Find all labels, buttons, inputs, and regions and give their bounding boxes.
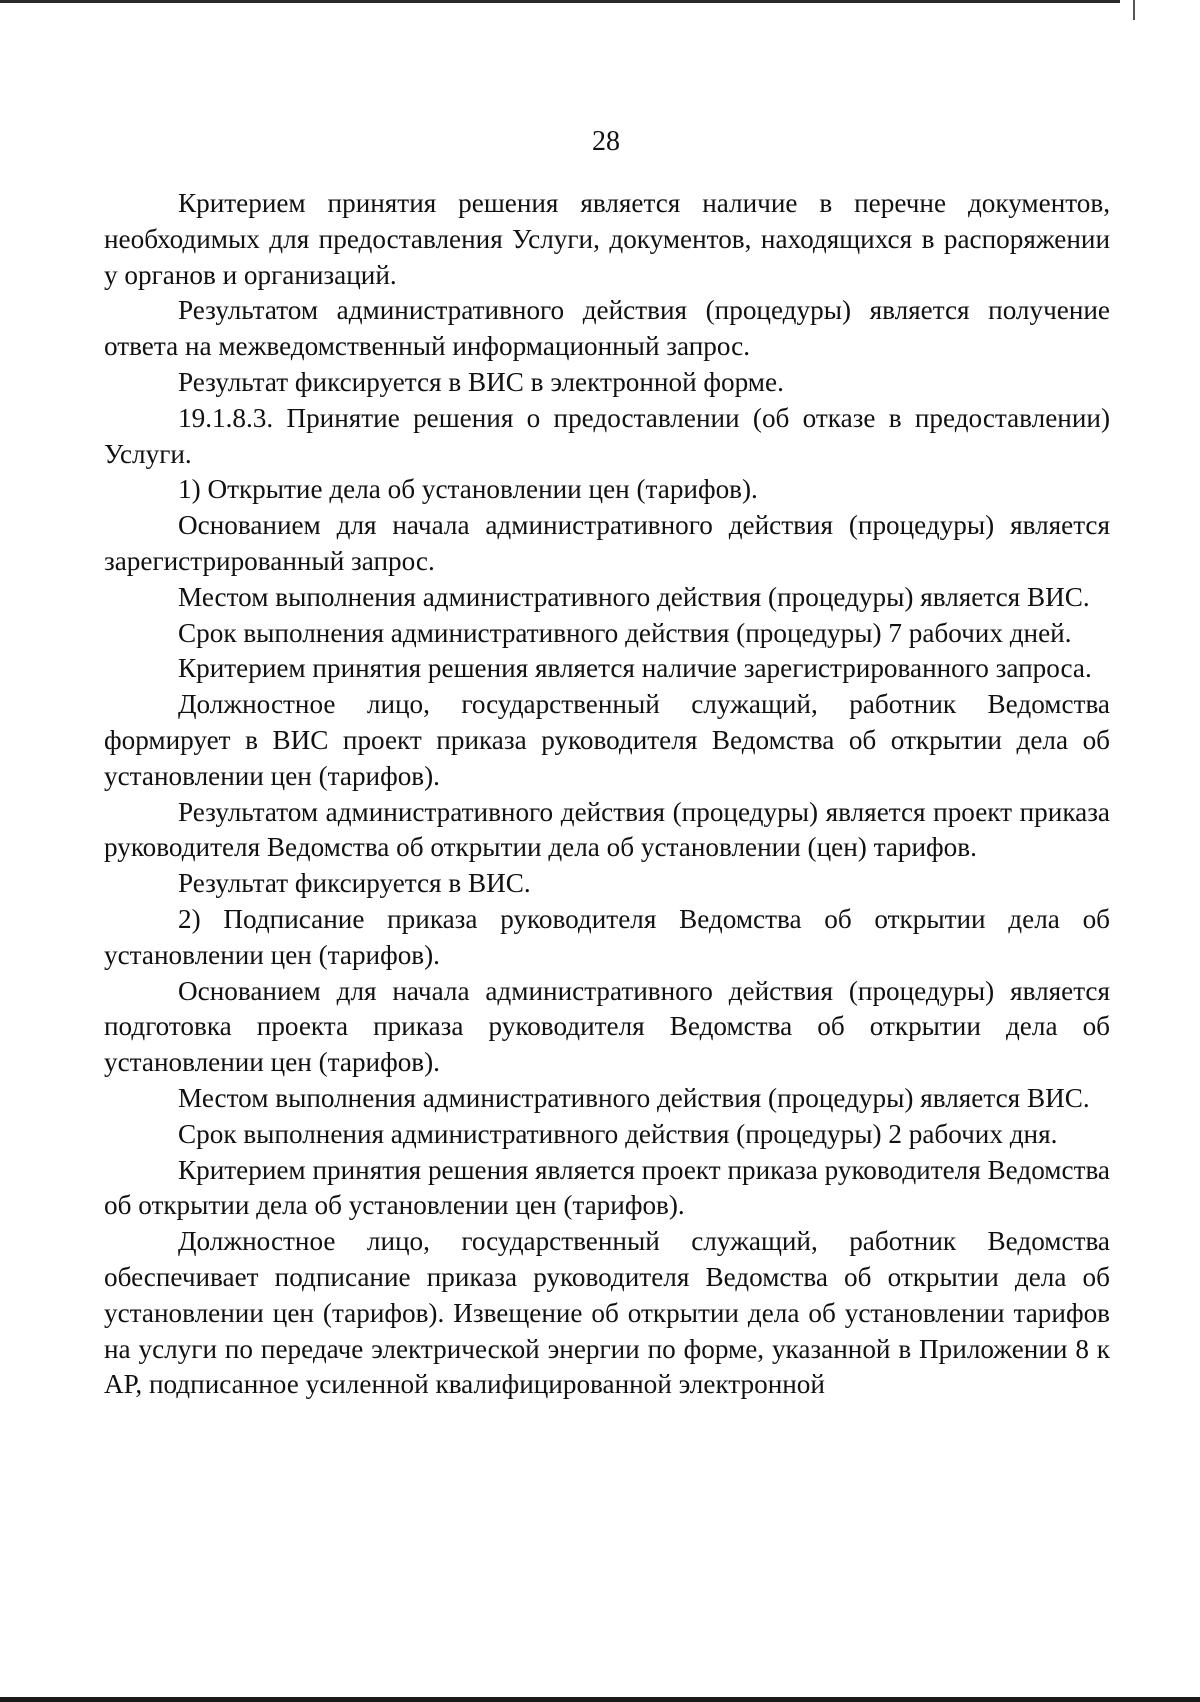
paragraph: 2) Подписание приказа руководителя Ведомства об открытии дела об установлении цен (тарифов).	[104, 903, 1110, 970]
paragraph: Основанием для начала административного действия (процедуры) является зарегистрированный запрос.	[104, 510, 1110, 576]
paragraph: Критерием принятия решения является наличие зарегистрированного запроса.	[178, 653, 1092, 684]
paragraph: Должностное лицо, государственный служащий, работник Ведомства формирует в ВИС проект приказа руководителя Ведомства об открытии дела об установлении цен (тарифов).	[104, 689, 1110, 791]
paragraph: Основанием для начала административного действия (процедуры) является подготовка проекта приказа руководителя Ведомства об открытии дела об установлении цен (тарифов).	[104, 975, 1110, 1078]
paragraph: Результат фиксируется в ВИС в электронной форме.	[178, 366, 784, 397]
paragraph: 19.1.8.3. Принятие решения о предоставлении (об отказе в предоставлении) Услуги.	[104, 402, 1110, 469]
paragraph: Результатом административного действия (процедуры) является получение ответа на межведомственный информационный запрос.	[104, 295, 1110, 362]
paragraph: Должностное лицо, государственный служащий, работник Ведомства обеспечивает подписание приказа руководителя Ведомства об открытии дела об установлении цен (тарифов). Извещение об открытии дела об установлении тарифов на услуги по передаче электрической энергии по форме, указанной в Приложении 8 к АР, подписанное усиленной квалифицированной электронной	[104, 1226, 1110, 1400]
paragraph: Срок выполнения административного действия (процедуры) 2 рабочих дня.	[178, 1118, 1058, 1149]
paragraph: Местом выполнения административного действия (процедуры) является ВИС.	[178, 1082, 1090, 1113]
paragraph: Результатом административного действия (процедуры) является проект приказа руководителя Ведомства об открытии дела об установлении (цен) тарифов.	[104, 796, 1110, 863]
paragraph: Местом выполнения административного действия (процедуры) является ВИС.	[178, 581, 1090, 612]
scan-edge-bottom	[0, 1697, 1200, 1702]
paragraph: Срок выполнения административного действия (процедуры) 7 рабочих дней.	[178, 617, 1072, 648]
scan-edge-top	[0, 0, 1120, 3]
paragraph: Критерием принятия решения является проект приказа руководителя Ведомства об открытии дела об установлении цен (тарифов).	[104, 1154, 1110, 1221]
page-number: 28	[592, 126, 620, 157]
scan-edge-mark	[1133, 0, 1135, 20]
paragraph: 1) Открытие дела об установлении цен (тарифов).	[178, 474, 758, 505]
document-body	[104, 186, 1110, 1403]
paragraph: Результат фиксируется в ВИС.	[178, 868, 531, 899]
paragraph: Критерием принятия решения является наличие в перечне документов, необходимых для предоставления Услуги, документов, находящихся в распоряжении у органов и организаций.	[104, 188, 1110, 290]
